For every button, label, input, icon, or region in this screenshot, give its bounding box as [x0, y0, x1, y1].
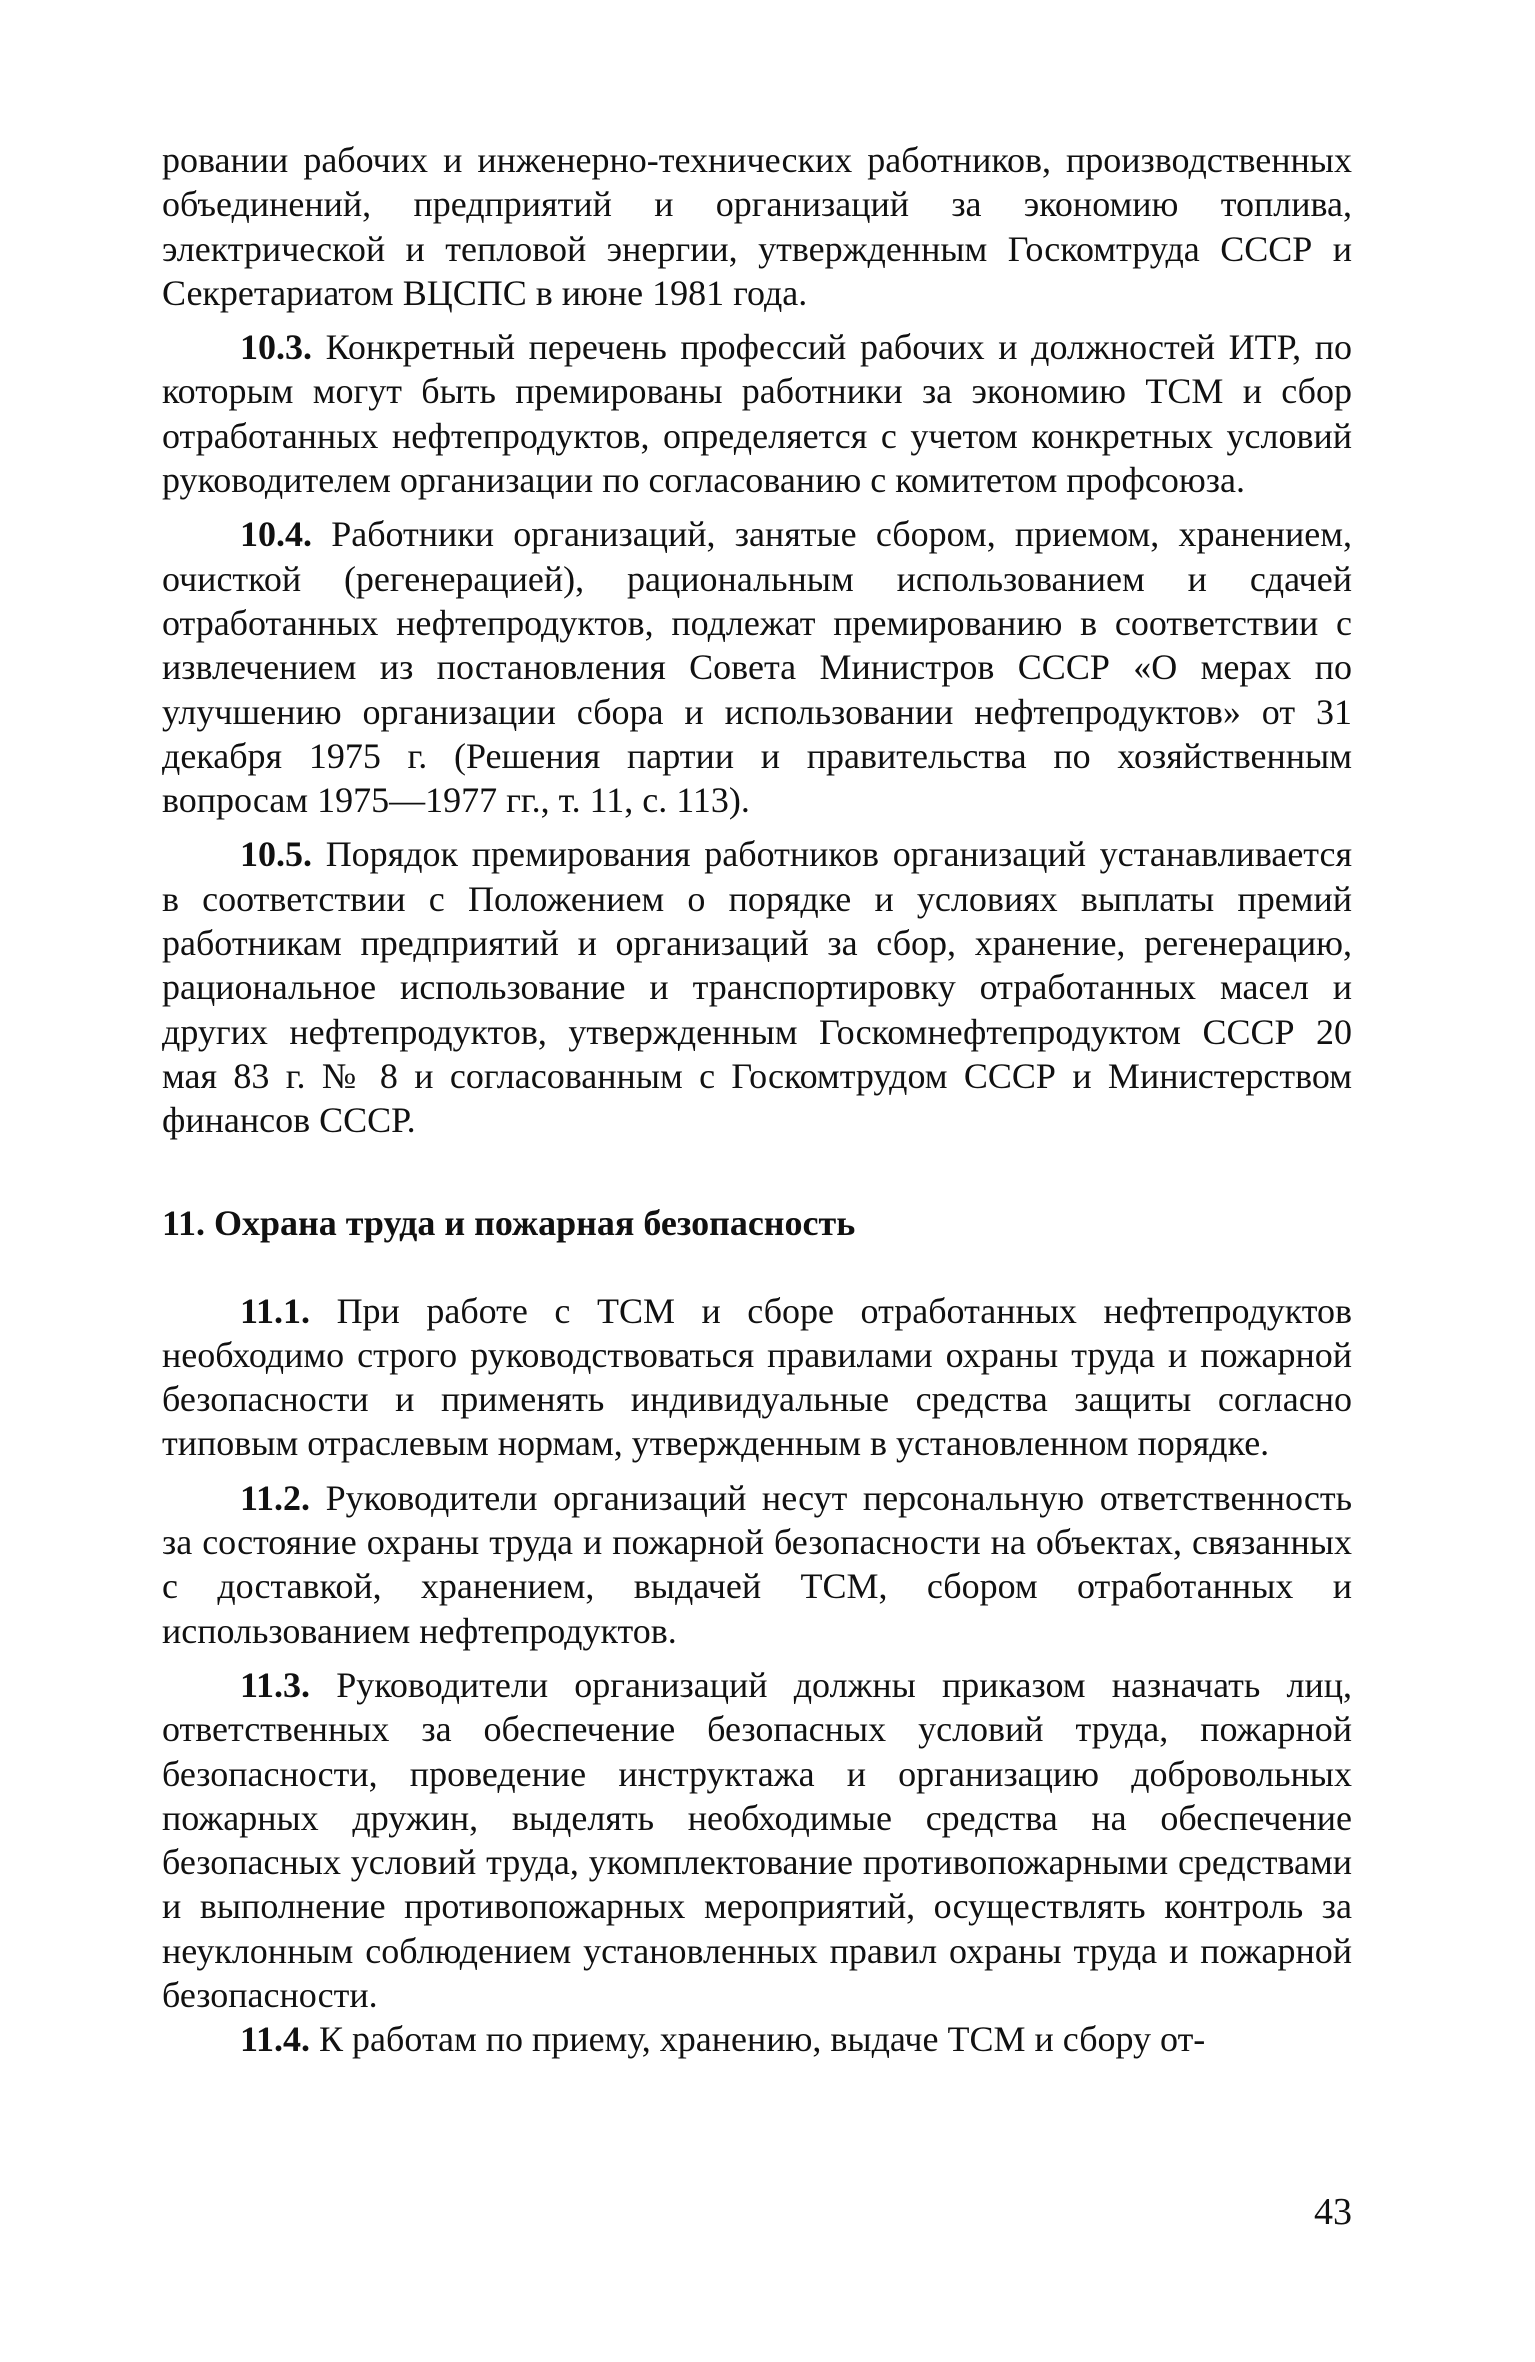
paragraph-number: 10.3. [240, 327, 312, 368]
paragraph-text: ровании рабочих и инженерно-технических работников, производственных объединений, предприятий и организаций за экономию топлива, электрической и тепловой энергии, утвержденным Госкомтруда СССР и Секретариатом ВЦСПС в июне 1981 года. [162, 140, 1352, 313]
paragraph-continuation [162, 138, 1352, 315]
paragraph-text: Конкретный перечень профессий рабочих и должностей ИТР, по которым могут быть премированы работники за экономию ТСМ и сбор отработанных нефтепродуктов, определяется с учетом конкретных условий руководителем организации по согласованию с комитетом профсоюза. [162, 327, 1352, 501]
section-heading: 11. Охрана труда и пожарная безопасность [162, 1202, 856, 1243]
paragraph-10-3 [162, 325, 1352, 502]
paragraph-number: 11.1. [240, 1290, 311, 1331]
paragraph-text: Работники организаций, занятые сбором, приемом, хранением, очисткой (регенерацией), рациональным использованием и сдачей отработанных нефтепродуктов, подлежат премированию в соответствии с извлечением из постановления Совета Министров СССР «О мерах по улучшению организации сбора и использовании нефтепродуктов» от 31 декабря 1975 г. (Решения партии и правительства по хозяйственным вопросам 1975—1977 гг., т. 11, с. 113). [162, 514, 1352, 821]
paragraph-11-1 [162, 1289, 1352, 1466]
paragraph-10-4 [162, 512, 1352, 822]
paragraph-text: Руководители организаций несут персональную ответственность за состояние охраны труда и пожарной безопасности на объектах, связанных с доставкой, хранением, выдачей ТСМ, сбором отработанных и использованием нефтепродуктов. [162, 1477, 1353, 1651]
paragraph-10-5 [162, 832, 1352, 1142]
paragraph-11-3 [162, 1663, 1352, 2017]
paragraph-number: 10.4. [240, 514, 312, 555]
paragraph-11-2 [162, 1476, 1352, 1653]
paragraph-number: 11.3. [240, 1664, 311, 1705]
paragraph-number: 11.2. [240, 1477, 311, 1518]
paragraph-number: 11.4. [240, 2019, 311, 2060]
paragraph-text: Руководители организаций должны приказом назначать лиц, ответственных за обеспечение безопасных условий труда, пожарной безопасности, проведение инструктажа и организацию добровольных пожарных дружин, выделять необходимые средства на обеспечение безопасных условий труда, укомплектование противопожарными средствами и выполнение противопожарных мероприятий, осуществлять контроль за неуклонным соблюдением установленных правил охраны труда и пожарной безопасности. [162, 1664, 1352, 2015]
paragraph-11-4 [162, 2017, 1352, 2061]
paragraph-text: Порядок премирования работников организаций устанавливается в соответствии с Положением о порядке и условиях выплаты премий работникам предприятий и организаций за сбор, хранение, регенерацию, рациональное использование и транспортировку отработанных масел и других нефтепродуктов, утвержденным Госкомнефтепродуктом СССР 20 мая 83 г. № 8 и согласованным с Госкомтрудом СССР и Министерством финансов СССР. [162, 834, 1353, 1141]
paragraph-number: 10.5. [240, 834, 312, 875]
paragraph-text: При работе с ТСМ и сборе отработанных нефтепродуктов необходимо строго руководствоваться правилами охраны труда и пожарной безопасности и применять индивидуальные средства защиты согласно типовым отраслевым нормам, утвержденным в установленном порядке. [162, 1290, 1353, 1464]
page-number: 43 [1314, 2191, 1352, 2233]
paragraph-text: К работам по приему, хранению, выдаче ТСМ и сбору от- [319, 2019, 1206, 2060]
page-content [162, 138, 1352, 2062]
